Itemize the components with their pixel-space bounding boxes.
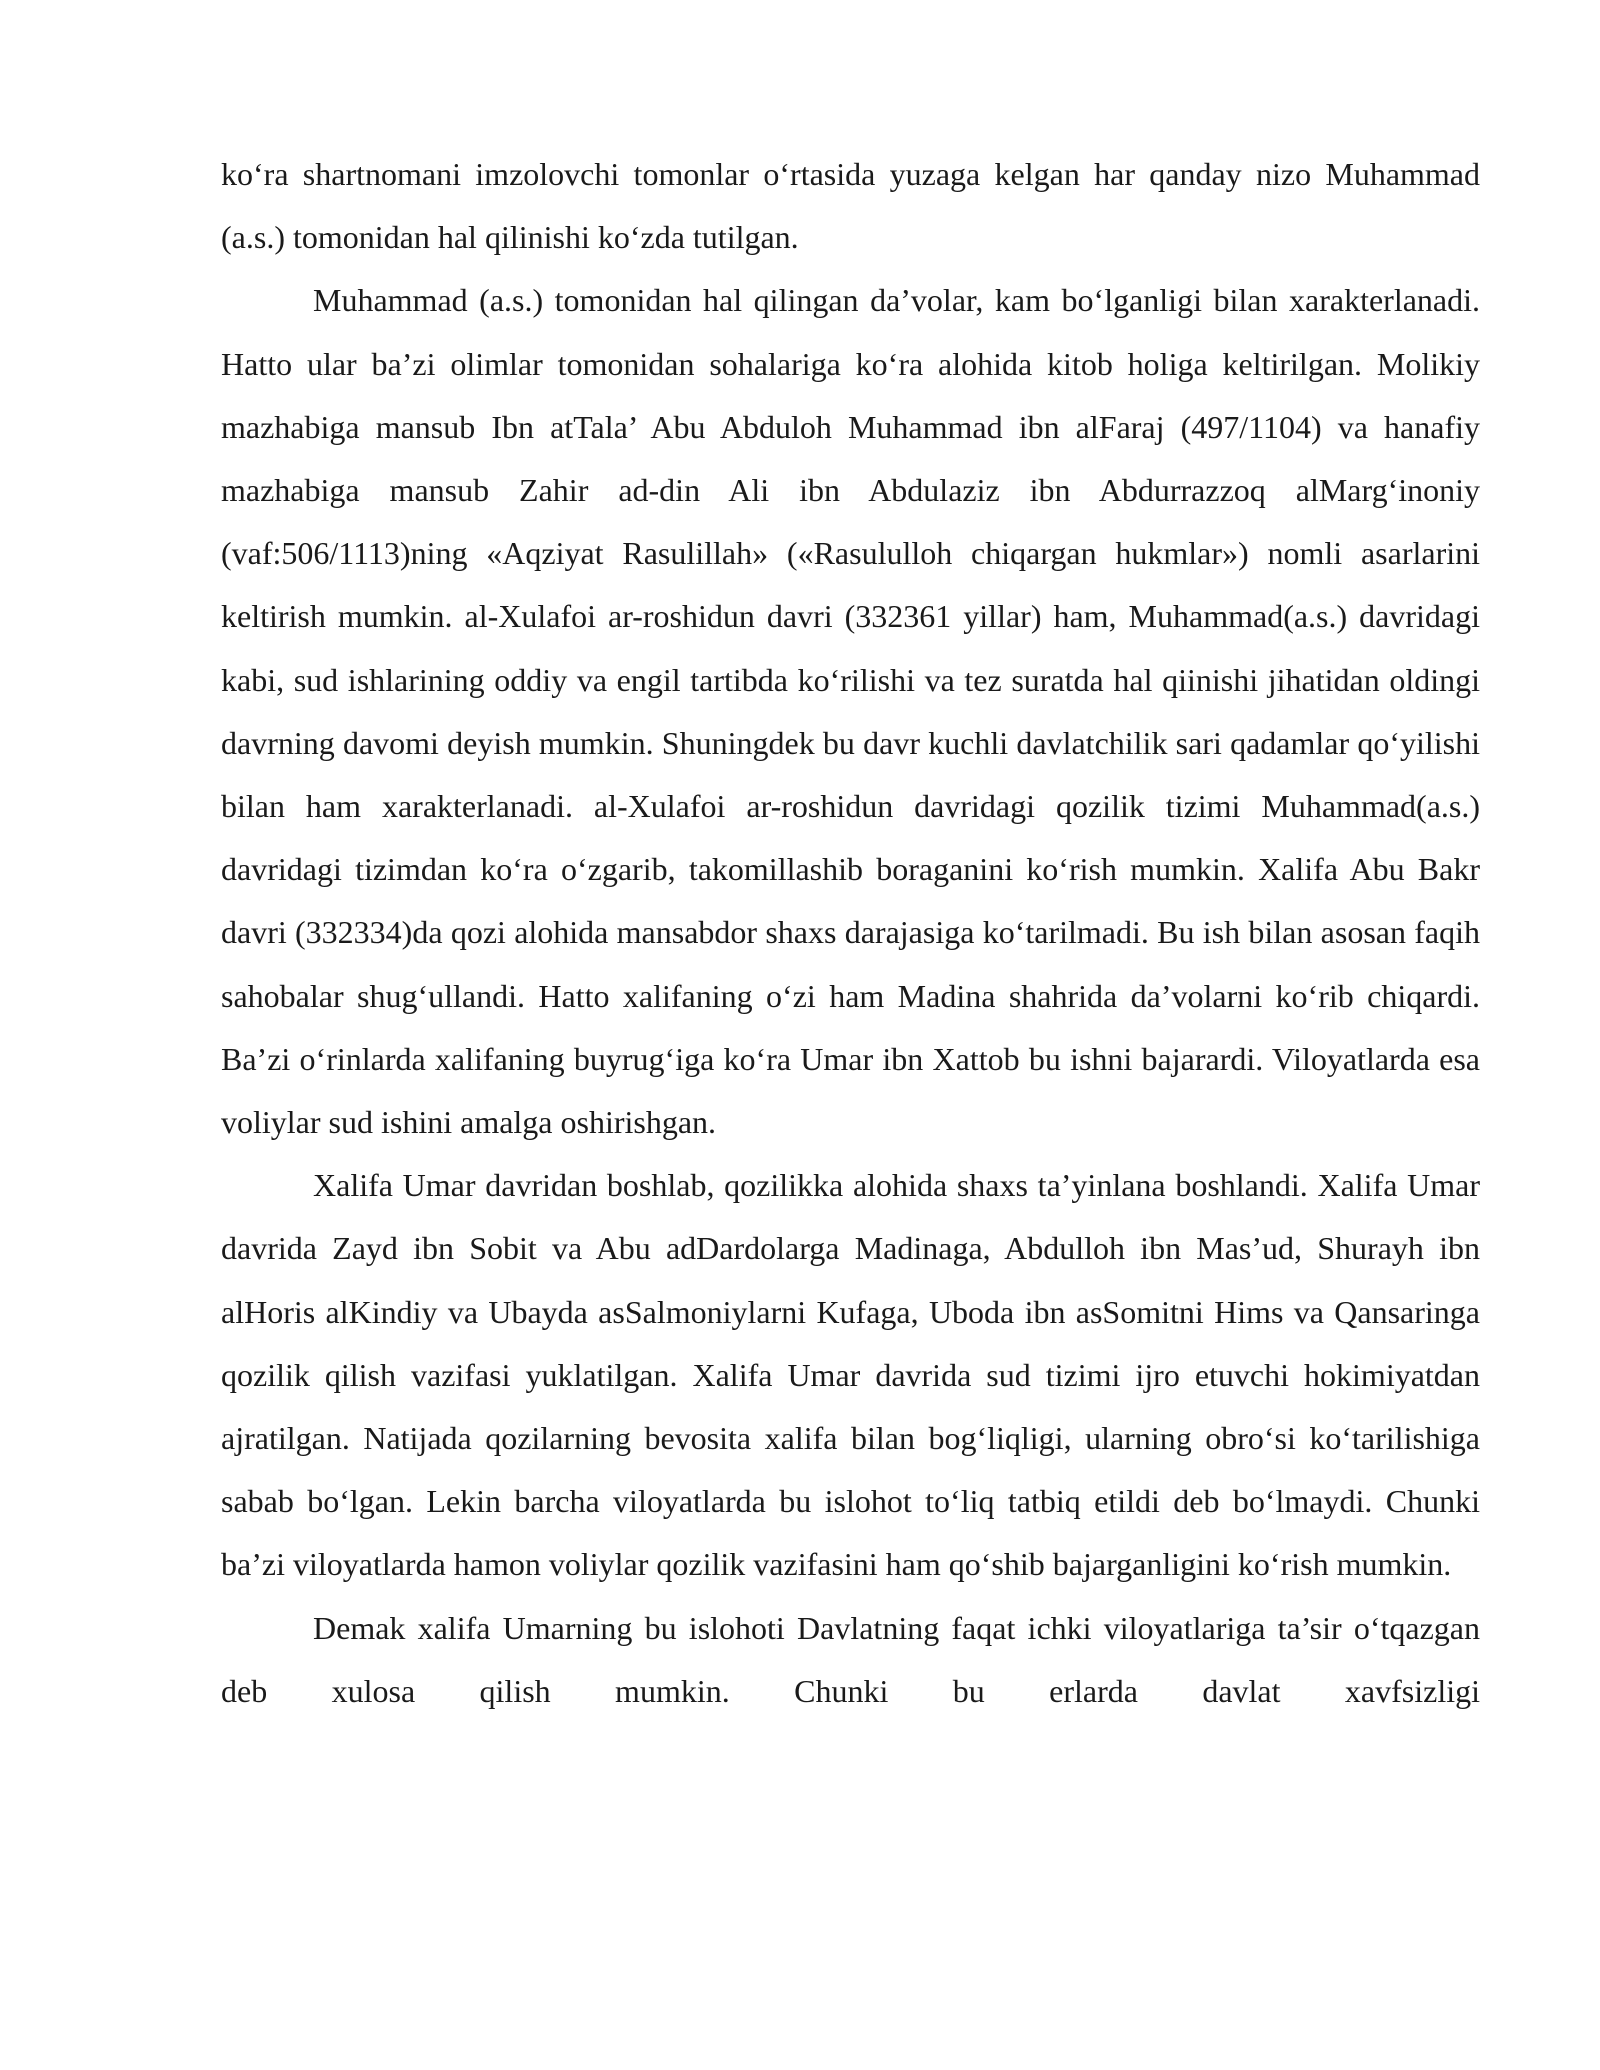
paragraph-caliph-umar: Xalifa Umar davridan boshlab, qozilikka alohida shaxs ta’yinlana boshlandi. Xalifa Umar davrida Zayd ibn Sobit va Abu adDardolarga Madinaga, Abdulloh ibn Mas’ud, Shurayh ibn alHoris alKindiy va Ubayda asSalmoniylarni Kufaga, Uboda ibn asSomitni Hims va Qansaringa qozilik qilish vazifasi yuklatilgan. Xalifa Umar davrida sud tizimi ijro etuvchi hokimiyatdan ajratilgan. Natijada qozilarning bevosita xalifa bilan bog‘liqligi, ularning obro‘si ko‘tarilishiga sabab bo‘lgan. Lekin barcha viloyatlarda bu islohot to‘liq tatbiq etildi deb bo‘lmaydi. Chunki ba’zi viloyatlarda hamon voliylar qozilik vazifasini ham qo‘shib bajarganligini ko‘rish mumkin. <box>221 1167 1480 1583</box>
paragraph-conclusion: Demak xalifa Umarning bu islohoti Davlatning faqat ichki viloyatlariga ta’sir o‘tqazgan deb xulosa qilish mumkin. Chunki bu erlarda davlat xavfsizligi <box>221 1609 1480 1709</box>
document-body <box>221 143 1480 1723</box>
paragraph-continuation: ko‘ra shartnomani imzolovchi tomonlar o‘rtasida yuzaga kelgan har qanday nizo Muhammad (a.s.) tomonidan hal qilinishi ko‘zda tutilgan. <box>221 156 1480 256</box>
paragraph-court-rulings: Muhammad (a.s.) tomonidan hal qilingan da’volar, kam bo‘lganligi bilan xarakterlanadi. Hatto ular ba’zi olimlar tomonidan sohalariga ko‘ra alohida kitob holiga keltirilgan. Molikiy mazhabiga mansub Ibn atTala’ Abu Abduloh Muhammad ibn alFaraj (497/1104) va hanafiy mazhabiga mansub Zahir ad-din Ali ibn Abdulaziz ibn Abdurrazzoq alMarg‘inoniy (vaf:506/1113)ning «Aqziyat Rasulillah» («Rasululloh chiqargan hukmlar») nomli asarlarini keltirish mumkin. al-Xulafoi ar-roshidun davri (332361 yillar) ham, Muhammad(a.s.) davridagi kabi, sud ishlarining oddiy va engil tartibda ko‘rilishi va tez suratda hal qiinishi jihatidan oldingi davrning davomi deyish mumkin. Shuningdek bu davr kuchli davlatchilik sari qadamlar qo‘yilishi bilan ham xarakterlanadi. al-Xulafoi ar-roshidun davridagi qozilik tizimi Muhammad(a.s.) davridagi tizimdan ko‘ra o‘zgarib, takomillashib boraganini ko‘rish mumkin. Xalifa Abu Bakr davri (332334)da qozi alohida mansabdor shaxs darajasiga ko‘tarilmadi. Bu ish bilan asosan faqih sahobalar shug‘ullandi. Hatto xalifaning o‘zi ham Madina shahrida da’volarni ko‘rib chiqardi. Ba’zi o‘rinlarda xalifaning buyrug‘iga ko‘ra Umar ibn Xattob bu ishni bajarardi. Viloyatlarda esa voliylar sud ishini amalga oshirishgan. <box>221 282 1480 1141</box>
